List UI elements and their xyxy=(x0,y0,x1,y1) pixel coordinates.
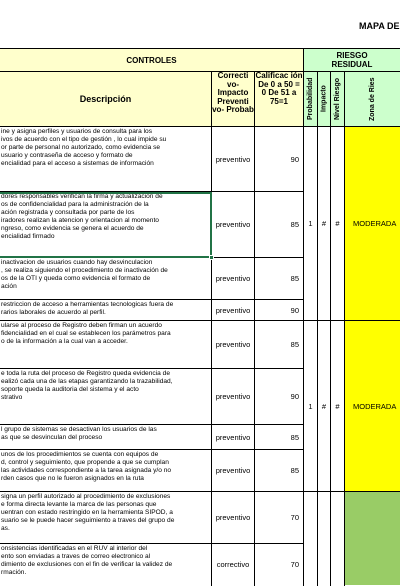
impacto-cell[interactable]: # xyxy=(321,401,327,411)
grid-line xyxy=(330,71,331,586)
description-line: dores responsables verifican la firma y actualizacion de xyxy=(1,193,163,200)
grid-line xyxy=(254,71,255,586)
calificacion-cell[interactable]: 85 xyxy=(290,340,299,349)
description-line: ine y asigna perfiles y usuarios de consulta para los xyxy=(1,128,153,135)
grid-line xyxy=(344,71,345,586)
description-line: encialidad firmado xyxy=(1,232,55,240)
description-line: usuario y contraseña de acceso y formato de xyxy=(1,151,133,159)
probabilidad-header: Probabilidad xyxy=(304,72,317,126)
zona-riesgo-cell[interactable] xyxy=(345,492,400,585)
description-line: os de la OTI y queda como evidencia el formato de xyxy=(1,274,151,282)
grid-line xyxy=(317,71,318,586)
description-line: unos de los procedimientos se cuenta con equipos de xyxy=(1,451,159,458)
description-line: ación xyxy=(1,282,17,290)
description-line: ngreso, como evidencia se genera el acuerdo de xyxy=(1,224,144,232)
grid-line xyxy=(0,299,304,300)
grid-line xyxy=(0,543,304,544)
description-line: e toda la ruta del proceso de Registro queda evidencia de xyxy=(1,370,170,377)
calificacion-cell[interactable]: 90 xyxy=(290,305,299,315)
description-line: suario se le puede hacer seguimiento a traves del grupo de xyxy=(1,516,175,524)
zona-riesgo-cell[interactable]: MODERADA xyxy=(345,127,400,320)
tipo-cell[interactable]: preventivo xyxy=(215,513,251,522)
description-line: encialidad para el acceso a sistemas de información xyxy=(1,159,154,167)
grid-line xyxy=(303,48,304,586)
description-line: dimiento de exclusiones con el fin de verificar la validez de xyxy=(1,560,173,568)
zona-riesgo-cell[interactable]: MODERADA xyxy=(345,321,400,491)
description-line: onsistencias identificadas en el RUV al interior del xyxy=(1,545,148,552)
tipo-header: Correcti vo- Impacto Preventi vo- Probab xyxy=(212,72,254,126)
description-line: inactivacion de usuarios cuando hay desvinculacion xyxy=(1,259,153,266)
description-line: e forma directa levante la marca de las personas que xyxy=(1,500,157,508)
description-line: rden casos que no le fueron asignados en la ruta xyxy=(1,474,144,482)
description-line: uentran con estado restringido en la herramienta SIPOD, a xyxy=(1,508,173,516)
nivel-riesgo-cell[interactable]: # xyxy=(335,219,340,228)
description-line: d, control y seguimiento, que propende a que se cumplan xyxy=(1,458,169,466)
probabilidad-cell[interactable]: 1 xyxy=(308,219,313,228)
description-cell[interactable] xyxy=(0,301,211,321)
nivel-riesgo-header: Nivel Riesgo xyxy=(331,72,344,126)
grid-line xyxy=(304,320,400,321)
tipo-cell[interactable]: preventivo xyxy=(215,392,251,401)
controles-header: CONTROLES xyxy=(0,49,303,71)
description-line: ación registrada y consultada por parte de los xyxy=(1,208,135,216)
tipo-cell[interactable]: preventivo xyxy=(215,154,251,164)
grid-line xyxy=(0,71,400,72)
tipo-cell[interactable]: preventivo xyxy=(215,432,251,442)
description-line: las actividades correspondiente a la tarea asignada y/o no xyxy=(1,466,172,474)
description-cell[interactable] xyxy=(0,322,211,369)
grid-line xyxy=(0,449,304,450)
description-line: ivos de acuerdo con el tipo de gestión , lo cual impide su xyxy=(1,135,167,143)
description-cell[interactable] xyxy=(0,493,211,544)
description-line: rmación. xyxy=(1,568,27,576)
description-line: rarios laborales de acuerdo al perfil. xyxy=(1,308,106,316)
description-line: strativo xyxy=(1,393,23,401)
calificacion-cell[interactable]: 70 xyxy=(290,513,299,522)
calificacion-cell[interactable]: 85 xyxy=(290,220,299,229)
description-line: signa un perfil autorizado al procedimiento de exclusiones xyxy=(1,493,171,500)
grid-line xyxy=(0,320,304,321)
calificacion-cell[interactable]: 90 xyxy=(290,154,299,164)
sheet-title: MAPA DE xyxy=(359,21,400,31)
grid-line xyxy=(0,424,304,425)
grid-line xyxy=(0,48,400,49)
description-line: fidencialidad en el cual se establecen los parámetros para xyxy=(1,329,171,337)
tipo-cell[interactable]: preventivo xyxy=(215,305,251,315)
impacto-header: Impacto xyxy=(318,72,330,126)
description-cell[interactable] xyxy=(0,370,211,425)
description-line: o de la información a la cual van a acceder. xyxy=(1,337,128,345)
description-line: , se realiza siguiendo el procedimiento de inactivación de xyxy=(1,266,168,274)
description-line: iradores realizan la atencion y orientacion al momento xyxy=(1,216,159,224)
tipo-cell[interactable]: preventivo xyxy=(215,220,251,229)
description-line: soporte queda la auditoria del sistema y el acto xyxy=(1,385,139,393)
descripcion-header: Descripción xyxy=(0,72,211,126)
tipo-cell[interactable]: correctivo xyxy=(216,560,250,569)
description-line: ularse al proceso de Registro deben firman un acuerdo xyxy=(1,322,162,329)
calificacion-cell[interactable]: 90 xyxy=(290,392,299,401)
impacto-cell[interactable] xyxy=(318,492,330,585)
probabilidad-cell[interactable] xyxy=(304,492,317,585)
description-cell[interactable] xyxy=(0,259,211,300)
description-line: as que se desvinculan del proceso xyxy=(1,433,103,441)
selected-cell[interactable] xyxy=(0,192,212,258)
description-line: as. xyxy=(1,524,10,532)
grid-line xyxy=(0,126,400,127)
impacto-cell[interactable]: # xyxy=(321,219,327,228)
probabilidad-cell[interactable]: 1 xyxy=(308,401,313,411)
description-line: ento son enviadas a traves de correo electronico al xyxy=(1,552,151,560)
description-line: or parte de personal no autorizado, como evidencia se xyxy=(1,143,161,151)
grid-line xyxy=(304,491,400,492)
description-cell[interactable] xyxy=(0,451,211,492)
description-line: restriccion de acceso a herramientas tecnologicas fuera de xyxy=(1,301,174,308)
description-line: os de confidencialidad para la administración de la xyxy=(1,200,149,208)
description-cell[interactable] xyxy=(0,128,211,192)
zona-header: Zona de Ries xyxy=(345,72,400,126)
calificacion-cell[interactable]: 70 xyxy=(290,560,299,569)
tipo-cell[interactable]: preventivo xyxy=(215,340,251,349)
nivel-riesgo-cell[interactable]: # xyxy=(335,401,340,411)
fill-handle[interactable] xyxy=(209,255,214,260)
calificacion-cell[interactable]: 85 xyxy=(290,432,299,442)
nivel-riesgo-cell[interactable] xyxy=(331,492,344,585)
calificacion-cell[interactable]: 85 xyxy=(290,466,299,475)
tipo-cell[interactable]: preventivo xyxy=(215,466,251,475)
riesgo-residual-header: RIESGO RESIDUAL xyxy=(304,49,400,71)
tipo-cell[interactable]: preventivo xyxy=(215,274,251,283)
description-cell[interactable] xyxy=(0,545,211,586)
description-line: ealizó cada una de las etapas garantizando la trazabilidad, xyxy=(1,377,173,385)
grid-line xyxy=(0,491,304,492)
grid-line xyxy=(0,368,304,369)
description-cell[interactable] xyxy=(0,426,211,450)
calificacion-cell[interactable]: 85 xyxy=(290,274,299,283)
description-line: l grupo de sistemas se desactivan los usuarios de las xyxy=(1,426,157,433)
calificacion-header: Calificac ión De 0 a 50 = 0 De 51 a 75=1 xyxy=(255,72,303,126)
grid-line xyxy=(211,71,212,586)
